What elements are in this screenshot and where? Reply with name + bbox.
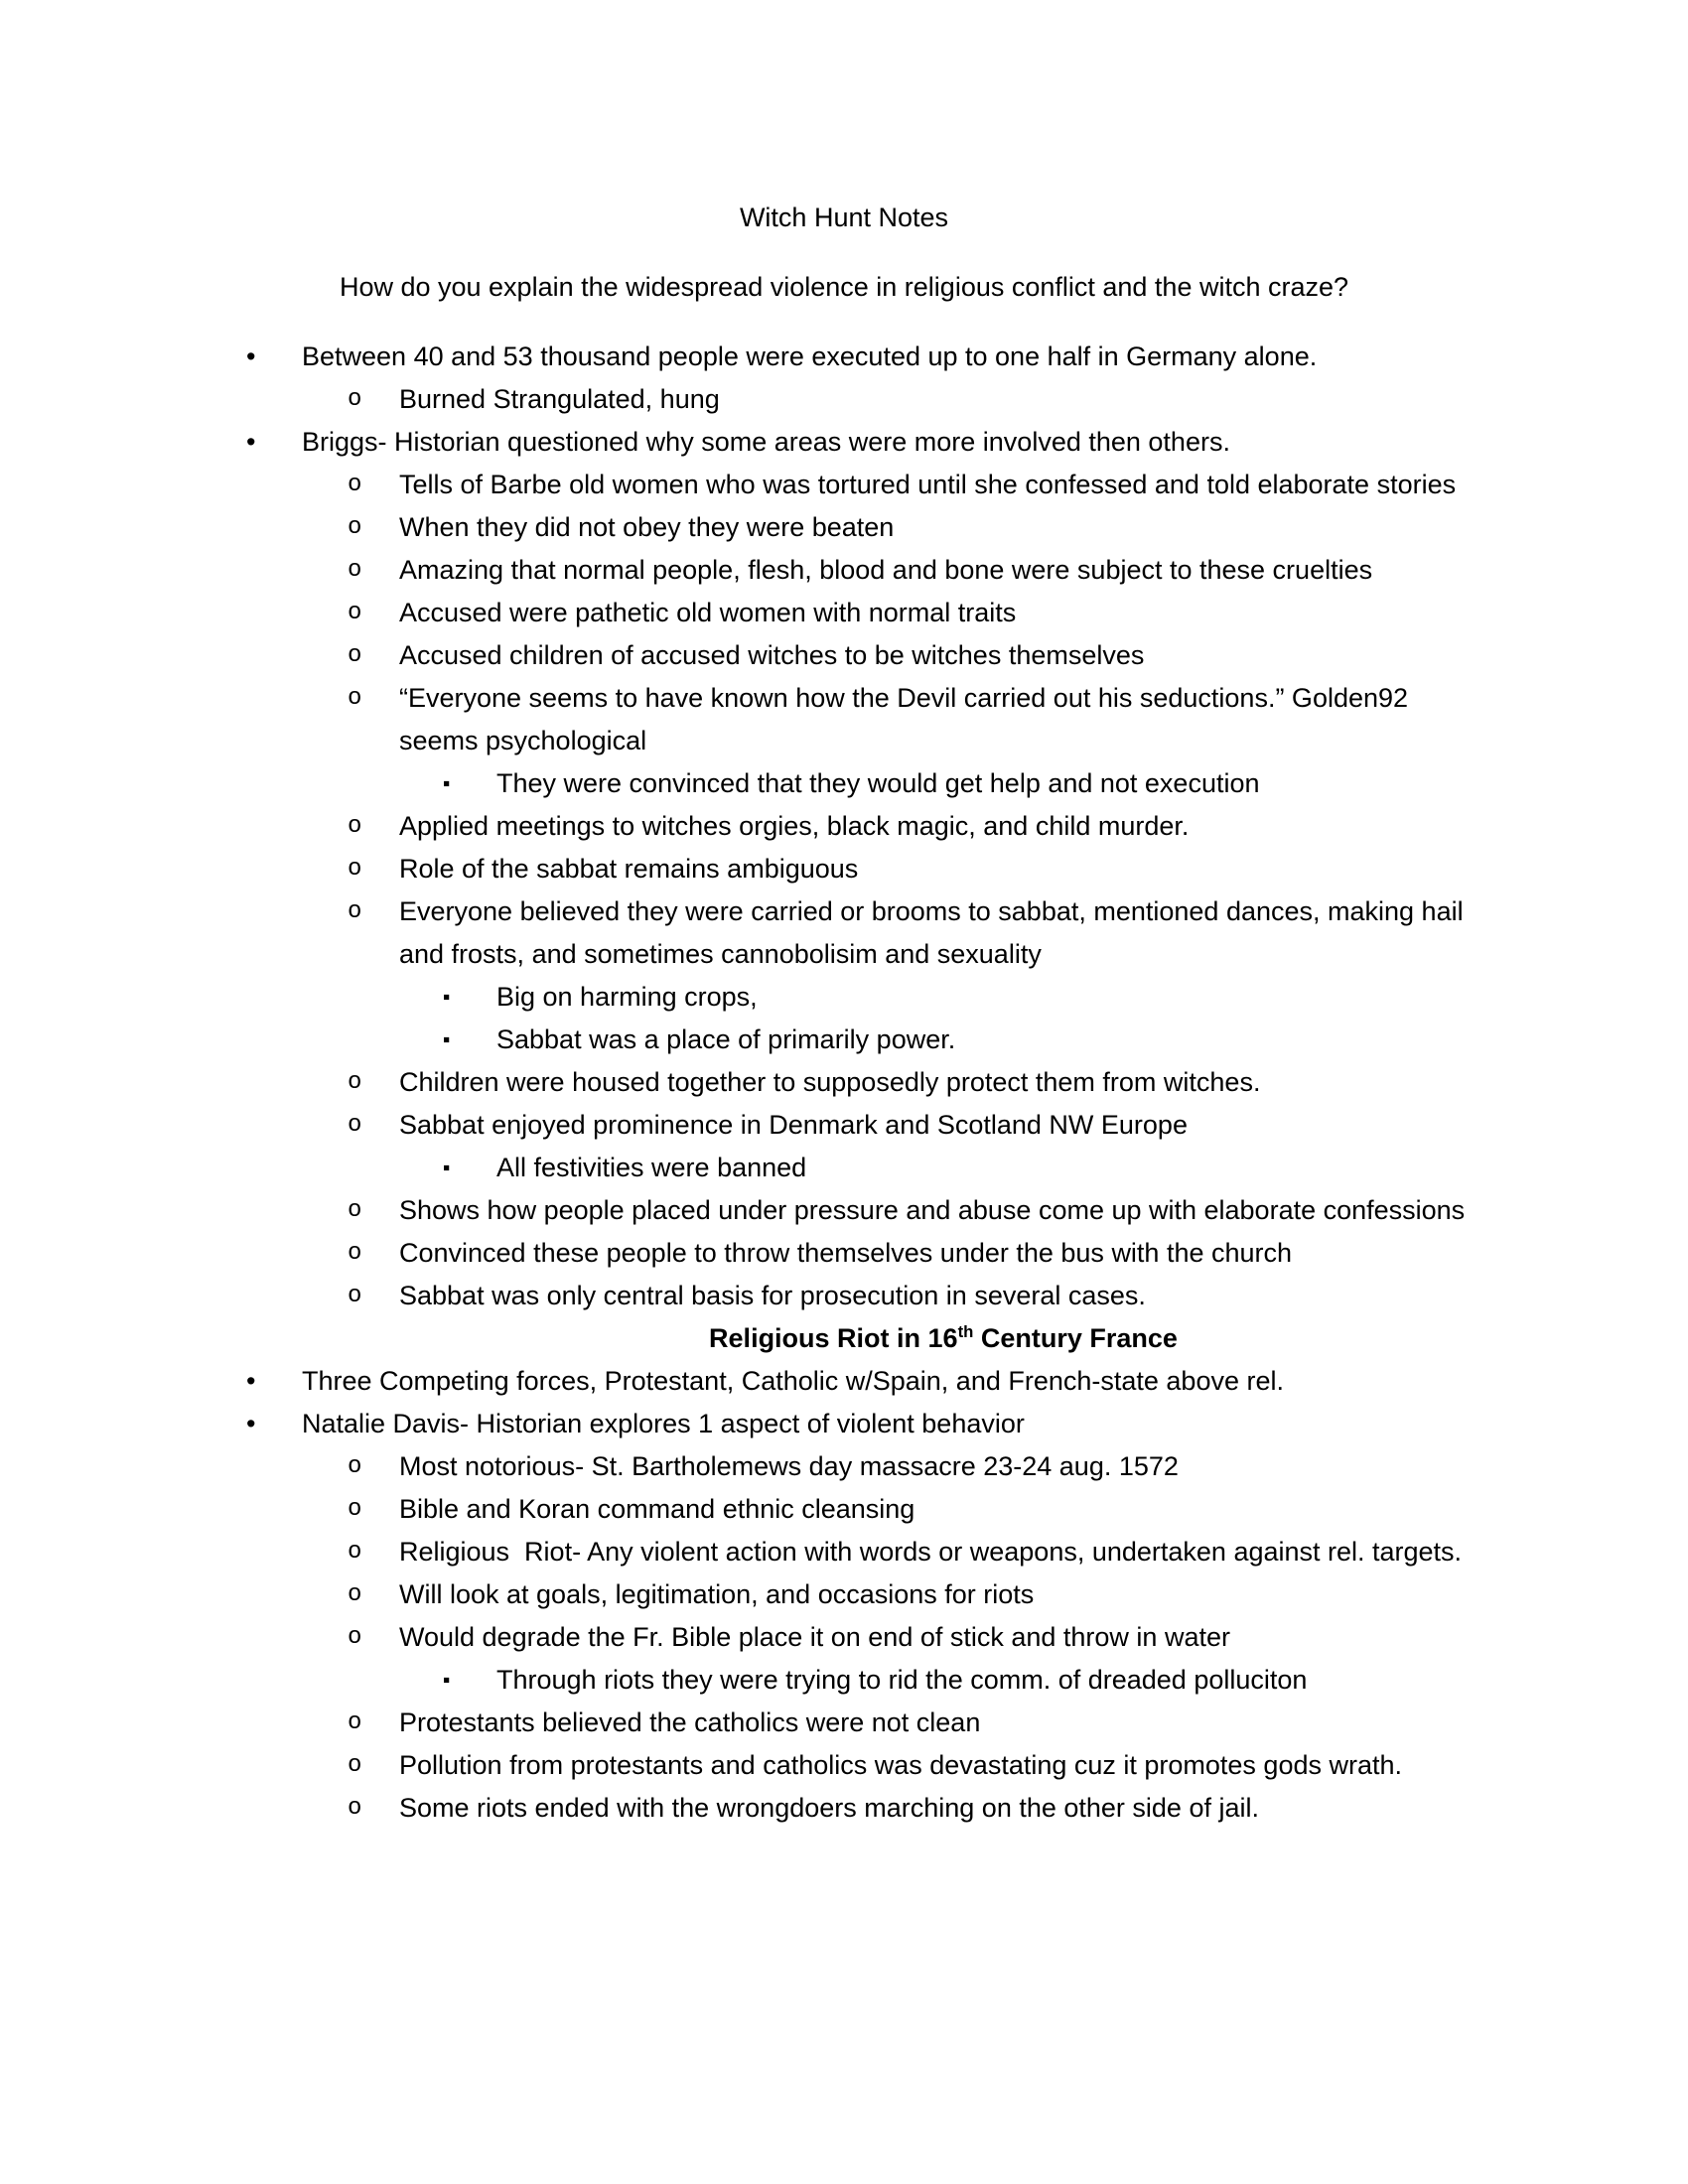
list-item [199, 378, 1489, 421]
list-item [199, 890, 1489, 976]
list-item-text: Big on harming crops, [496, 982, 758, 1012]
list-item-text: All festivities were banned [496, 1153, 807, 1182]
list-item-text: Most notorious- St. Bartholemews day massacre 23-24 aug. 1572 [399, 1451, 1179, 1481]
list-item [199, 592, 1489, 634]
list-item [199, 1189, 1489, 1232]
bullet-circle-icon: o [348, 557, 362, 584]
bullet-circle-icon: o [348, 1069, 362, 1096]
list-item [199, 1702, 1489, 1744]
bullet-circle-icon: o [348, 1795, 362, 1822]
list-item [199, 677, 1489, 762]
list-item [199, 1061, 1489, 1104]
list-item-text: Accused children of accused witches to be witches themselves [399, 640, 1145, 670]
bullet-disc-icon: • [246, 427, 256, 457]
list-item-text: Children were housed together to supposedly protect them from witches. [399, 1067, 1261, 1097]
list-item-text: Some riots ended with the wrongdoers marching on the other side of jail. [399, 1793, 1259, 1823]
list-item-text: “Everyone seems to have known how the Devil carried out his seductions.” Golden92 seems psychological [399, 683, 1416, 755]
list-item-text: Burned Strangulated, hung [399, 384, 720, 414]
bullet-circle-icon: o [348, 472, 362, 498]
bullet-circle-icon: o [348, 514, 362, 541]
list-item-text: Between 40 and 53 thousand people were executed up to one half in Germany alone. [302, 341, 1318, 371]
list-item [199, 464, 1489, 506]
bullet-circle-icon: o [348, 1539, 362, 1566]
notes-list [199, 336, 1489, 1830]
list-item [199, 1531, 1489, 1573]
section-heading [397, 1317, 1489, 1360]
section-heading-text: Religious Riot in 16 [709, 1323, 958, 1353]
list-item [199, 506, 1489, 549]
list-item [199, 1403, 1489, 1445]
list-item-text: Accused were pathetic old women with normal traits [399, 598, 1017, 627]
list-item-text: Briggs- Historian questioned why some areas were more involved then others. [302, 427, 1230, 457]
list-item [199, 1019, 1489, 1061]
bullet-circle-icon: o [348, 813, 362, 840]
bullet-circle-icon: o [348, 600, 362, 626]
list-item [199, 1616, 1489, 1659]
page-title: Witch Hunt Notes [739, 203, 949, 232]
list-item [199, 848, 1489, 890]
list-item-text: Applied meetings to witches orgies, black magic, and child murder. [399, 811, 1190, 841]
bullet-circle-icon: o [348, 685, 362, 712]
list-item [199, 634, 1489, 677]
bullet-disc-icon: • [246, 1409, 256, 1438]
list-item [199, 1360, 1489, 1403]
list-item-text: Will look at goals, legitimation, and occasions for riots [399, 1579, 1035, 1609]
list-item [199, 1573, 1489, 1616]
bullet-disc-icon: • [246, 341, 256, 371]
list-item-text: Role of the sabbat remains ambiguous [399, 854, 859, 884]
list-item-text: Amazing that normal people, flesh, blood and bone were subject to these cruelties [399, 555, 1373, 585]
bullet-circle-icon: o [348, 1752, 362, 1779]
list-item-text: Natalie Davis- Historian explores 1 aspect of violent behavior [302, 1409, 1025, 1438]
list-item [199, 549, 1489, 592]
section-heading-superscript: th [957, 1322, 974, 1341]
bullet-disc-icon: • [246, 1366, 256, 1396]
list-item-text: They were convinced that they would get help and not execution [496, 768, 1260, 798]
section-heading-text: Century France [973, 1323, 1178, 1353]
list-item [199, 805, 1489, 848]
bullet-circle-icon: o [348, 1709, 362, 1736]
list-item [199, 1787, 1489, 1830]
list-item [199, 1659, 1489, 1702]
bullet-circle-icon: o [348, 1112, 362, 1139]
list-item [199, 336, 1489, 378]
list-item [199, 421, 1489, 464]
list-item-text: Three Competing forces, Protestant, Catholic w/Spain, and French-state above rel. [302, 1366, 1284, 1396]
list-item-text: Protestants believed the catholics were not clean [399, 1707, 981, 1737]
list-item-text: When they did not obey they were beaten [399, 512, 895, 542]
list-item-text: Sabbat was only central basis for prosecution in several cases. [399, 1281, 1146, 1310]
bullet-square-icon: ▪ [443, 772, 451, 795]
list-item-text: Pollution from protestants and catholics was devastating cuz it promotes gods wrath. [399, 1750, 1403, 1780]
list-item [199, 1104, 1489, 1147]
list-item-text: Would degrade the Fr. Bible place it on end of stick and throw in water [399, 1622, 1230, 1652]
bullet-square-icon: ▪ [443, 986, 451, 1009]
list-item [199, 1275, 1489, 1317]
bullet-circle-icon: o [348, 1453, 362, 1480]
list-item [199, 1445, 1489, 1488]
bullet-square-icon: ▪ [443, 1669, 451, 1692]
bullet-circle-icon: o [348, 1240, 362, 1267]
page-subtitle: How do you explain the widespread violence in religious conflict and the witch craze? [339, 272, 1349, 302]
list-item-text: Bible and Koran command ethnic cleansing [399, 1494, 915, 1524]
bullet-circle-icon: o [348, 856, 362, 883]
list-item [199, 1232, 1489, 1275]
bullet-circle-icon: o [348, 898, 362, 925]
list-item-text: Sabbat was a place of primarily power. [496, 1024, 956, 1054]
list-item [199, 976, 1489, 1019]
list-item [199, 1744, 1489, 1787]
list-item-text: Religious Riot- Any violent action with words or weapons, undertaken against rel. targets. [399, 1537, 1463, 1567]
list-item [199, 762, 1489, 805]
bullet-circle-icon: o [348, 1496, 362, 1523]
bullet-circle-icon: o [348, 1283, 362, 1309]
list-item-text: Shows how people placed under pressure and abuse come up with elaborate confessions [399, 1195, 1466, 1225]
list-item [199, 1147, 1489, 1189]
bullet-circle-icon: o [348, 1624, 362, 1651]
list-item-text: Through riots they were trying to rid the comm. of dreaded polluciton [496, 1665, 1308, 1695]
bullet-circle-icon: o [348, 642, 362, 669]
bullet-circle-icon: o [348, 386, 362, 413]
list-item-text: Convinced these people to throw themselves under the bus with the church [399, 1238, 1293, 1268]
list-item-text: Everyone believed they were carried or brooms to sabbat, mentioned dances, making hail and frosts, and sometimes cannobolisim and sexuality [399, 896, 1472, 969]
list-item-text: Tells of Barbe old women who was tortured until she confessed and told elaborate stories [399, 470, 1457, 499]
bullet-circle-icon: o [348, 1581, 362, 1608]
bullet-circle-icon: o [348, 1197, 362, 1224]
bullet-square-icon: ▪ [443, 1028, 451, 1051]
list-item-text: Sabbat enjoyed prominence in Denmark and Scotland NW Europe [399, 1110, 1188, 1140]
bullet-square-icon: ▪ [443, 1157, 451, 1179]
list-item [199, 1488, 1489, 1531]
